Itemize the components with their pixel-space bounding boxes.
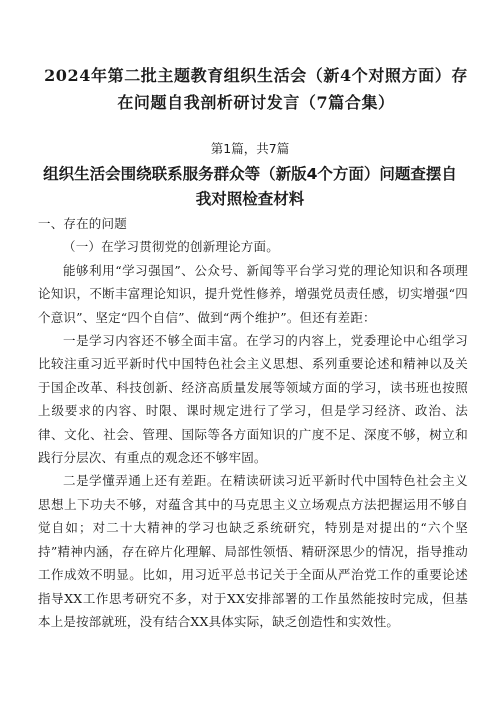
document-title-line-1: 2024年第二批主题教育组织生活会（新4个对照方面）存 (44, 66, 468, 85)
document-title-line-2: 在问题自我剖析研讨发言（7篇合集） (117, 93, 395, 112)
article-counter: 第1篇，共7篇 (210, 141, 290, 156)
paragraph: 二是学懂弄通上还有差距。在精读研读习近平新时代中国特色社会主义思想上下功夫不够，对蕴含其中的马克思主义立场观点方法把握运用不够自觉自如；对二十大精神的学习也缺乏系统研究，特别是对提出的“六个坚持”精神内涵，存在碎片化理解、局部性领悟、精研深思少的情况，指导推动工作成效不明显。比如，用习近平总书记关于全面从严治党工作的重要论述指导XX工作思考研究不多，对于XX安排部署的工作虽然能按时完成，但基本上是按部就班，没有结合XX具体实际，缺乏创造性和实效性。 (38, 473, 468, 629)
document-title (36, 62, 476, 116)
paragraph: 能够利用“学习强国”、公众号、新闻等平台学习党的理论知识和各项理论知识，不断丰富理论知识，提升党性修养，增强党员责任感，切实增强“四个意识”、坚定“四个自信”、做到“两个维护”。但还有差距： (38, 262, 468, 325)
subsection-heading: （一）在学习贯彻党的创新理论方面。 (63, 239, 279, 255)
paragraph: 一是学习内容还不够全面丰富。在学习的内容上，党委理论中心组学习比较注重习近平新时代中国特色社会主义思想、系列重要论述和精神以及关于国企改革、科技创新、经济高质量发展等领域方面的学习，读书班也按照上级要求的内容、时限、课时规定进行了学习，但是学习经济、政治、法律、文化、社会、管理、国际等各方面知识的广度不足、深度不够，树立和践行分层次、有重点的观念还不够牢固。 (38, 333, 468, 466)
section-heading: 一、存在的问题 (38, 216, 127, 231)
article-title-line-1: 组织生活会围绕联系服务群众等（新版4个方面）问题查摆自 (43, 165, 457, 183)
article-title (40, 162, 460, 212)
article-body (38, 212, 468, 633)
article-title-line-2: 我对照检查材料 (195, 190, 305, 208)
